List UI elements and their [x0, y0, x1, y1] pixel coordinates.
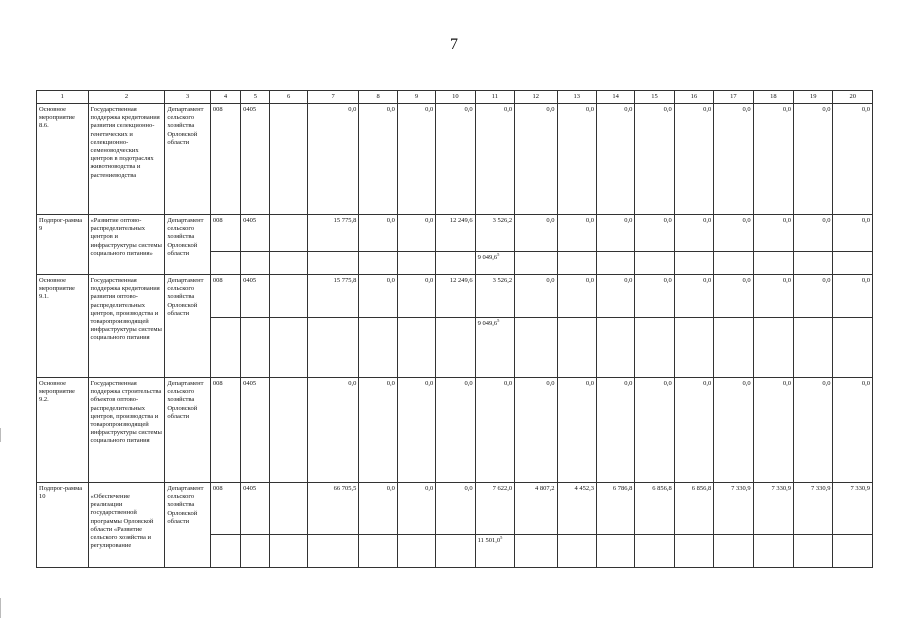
cell-section: 0405 [241, 483, 270, 535]
table-row [37, 215, 873, 252]
cell-value: 15 775,8 [307, 275, 359, 318]
cell-value: 0,0 [557, 104, 596, 215]
cell-code: 008 [210, 104, 240, 215]
cell-value: 0,0 [714, 378, 753, 483]
row-department: Департамент сельского хозяйства Орловской области [165, 483, 210, 568]
col-header: 19 [794, 91, 833, 104]
cell-empty [596, 318, 634, 378]
cell-value: 0,0 [635, 215, 674, 252]
margin-mark-bottom [0, 598, 1, 618]
cell-value: 12 249,6 [436, 215, 475, 252]
table-row [37, 483, 873, 535]
cell-empty [270, 483, 307, 535]
cell-value: 0,0 [635, 378, 674, 483]
cell-empty [714, 252, 753, 275]
row-label: Основное мероприятие 9.2. [37, 378, 89, 483]
cell-empty [753, 535, 793, 568]
cell-value: 0,0 [596, 215, 634, 252]
cell-value: 0,0 [753, 378, 793, 483]
cell-value: 0,0 [596, 275, 634, 318]
col-header: 17 [714, 91, 753, 104]
cell-empty [714, 535, 753, 568]
cell-value: 0,0 [359, 215, 397, 252]
cell-value: 0,0 [359, 104, 397, 215]
cell-value: 0,0 [515, 104, 557, 215]
col-header: 20 [833, 91, 873, 104]
cell-value: 7 330,9 [833, 483, 873, 535]
cell-empty [674, 252, 713, 275]
cell-value: 0,0 [436, 104, 475, 215]
table-row [37, 104, 873, 215]
cell-empty [359, 535, 397, 568]
subvalue-text: 9 049,6 [477, 320, 498, 327]
cell-value: 0,0 [397, 104, 435, 215]
row-department: Департамент сельского хозяйства Орловской области [165, 104, 210, 215]
cell-value: 3 526,2 [475, 215, 514, 252]
cell-empty [833, 252, 873, 275]
cell-section: 0405 [241, 378, 270, 483]
cell-code: 008 [210, 483, 240, 535]
cell-value: 0,0 [674, 275, 713, 318]
cell-value: 7 330,9 [714, 483, 753, 535]
cell-empty [833, 318, 873, 378]
cell-code: 008 [210, 378, 240, 483]
cell-value: 3 526,2 [475, 275, 514, 318]
col-header: 6 [270, 91, 307, 104]
row-label: Основное мероприятие 8.6. [37, 104, 89, 215]
cell-value: 0,0 [753, 104, 793, 215]
cell-empty [307, 318, 359, 378]
cell-value: 0,0 [515, 215, 557, 252]
cell-value: 0,0 [475, 104, 514, 215]
cell-value: 0,0 [635, 104, 674, 215]
cell-empty [674, 318, 713, 378]
cell-code: 008 [210, 275, 240, 318]
margin-mark-top [0, 428, 1, 442]
cell-empty [753, 318, 793, 378]
cell-section: 0405 [241, 275, 270, 318]
cell-empty [359, 318, 397, 378]
cell-value: 12 249,6 [436, 275, 475, 318]
footnote-mark: 5 [497, 317, 500, 323]
cell-empty [210, 252, 240, 275]
cell-subvalue [475, 318, 514, 378]
cell-value: 0,0 [515, 378, 557, 483]
cell-value: 0,0 [794, 275, 833, 318]
footnote-mark: 5 [497, 251, 500, 257]
cell-value: 66 705,5 [307, 483, 359, 535]
subvalue-text: 11 501,0 [477, 537, 501, 544]
cell-value: 0,0 [833, 275, 873, 318]
cell-empty [270, 252, 307, 275]
cell-value: 0,0 [753, 275, 793, 318]
subvalue-text: 9 049,6 [477, 254, 498, 261]
cell-empty [635, 535, 674, 568]
cell-empty [270, 535, 307, 568]
cell-value: 0,0 [596, 104, 634, 215]
col-header: 15 [635, 91, 674, 104]
cell-value: 0,0 [833, 104, 873, 215]
cell-empty [515, 535, 557, 568]
cell-value: 0,0 [359, 275, 397, 318]
cell-value: 6 856,8 [674, 483, 713, 535]
cell-empty [635, 252, 674, 275]
col-header: 16 [674, 91, 713, 104]
col-header: 9 [397, 91, 435, 104]
cell-code: 008 [210, 215, 240, 252]
row-label: Подпрог-рамма 9 [37, 215, 89, 275]
cell-subvalue [475, 535, 514, 568]
header-row [37, 91, 873, 104]
cell-empty [307, 535, 359, 568]
cell-value: 0,0 [674, 215, 713, 252]
cell-value: 0,0 [557, 215, 596, 252]
cell-value: 0,0 [674, 378, 713, 483]
cell-value: 7 330,9 [753, 483, 793, 535]
page-number: 7 [450, 36, 458, 53]
table-row [37, 378, 873, 483]
cell-value: 15 775,8 [307, 215, 359, 252]
cell-empty [270, 104, 307, 215]
cell-value: 0,0 [753, 215, 793, 252]
cell-empty [307, 252, 359, 275]
cell-value: 0,0 [833, 378, 873, 483]
cell-empty [833, 535, 873, 568]
cell-value: 6 856,8 [635, 483, 674, 535]
cell-value: 7 330,9 [794, 483, 833, 535]
row-description: Государственная поддержка кредитования развития оптово-распределительных центров, производства и товаропроизводящей инфраструктуры системы социального питания [88, 275, 165, 378]
cell-value: 0,0 [397, 378, 435, 483]
row-department: Департамент сельского хозяйства Орловской области [165, 378, 210, 483]
cell-value: 0,0 [359, 378, 397, 483]
cell-value: 0,0 [359, 483, 397, 535]
cell-empty [515, 252, 557, 275]
cell-empty [270, 378, 307, 483]
cell-value: 0,0 [714, 275, 753, 318]
cell-empty [596, 252, 634, 275]
row-description: Государственная поддержка строительства объектов оптово-распределительных центров, производства и товаропроизводящей инфраструктуры системы социального питания [88, 378, 165, 483]
col-header: 8 [359, 91, 397, 104]
row-label: Основное мероприятие 9.1. [37, 275, 89, 378]
table-row [37, 275, 873, 318]
cell-empty [270, 275, 307, 318]
cell-empty [794, 318, 833, 378]
row-department: Департамент сельского хозяйства Орловской области [165, 275, 210, 378]
cell-subvalue [475, 252, 514, 275]
cell-empty [241, 318, 270, 378]
cell-empty [436, 535, 475, 568]
cell-value: 0,0 [833, 215, 873, 252]
cell-value: 0,0 [794, 378, 833, 483]
cell-empty [515, 318, 557, 378]
cell-empty [397, 535, 435, 568]
cell-value: 0,0 [397, 275, 435, 318]
col-header: 3 [165, 91, 210, 104]
col-header: 7 [307, 91, 359, 104]
cell-value: 0,0 [714, 215, 753, 252]
cell-empty [270, 215, 307, 252]
row-description: «Развитие оптово-распределительных центров и инфраструктуры системы социального питания» [88, 215, 165, 275]
row-department: Департамент сельского хозяйства Орловской области [165, 215, 210, 275]
cell-section: 0405 [241, 104, 270, 215]
cell-empty [557, 318, 596, 378]
cell-value: 0,0 [515, 275, 557, 318]
cell-empty [753, 252, 793, 275]
cell-value: 0,0 [557, 378, 596, 483]
cell-value: 0,0 [557, 275, 596, 318]
cell-empty [241, 535, 270, 568]
cell-empty [714, 318, 753, 378]
cell-empty [241, 252, 270, 275]
cell-empty [596, 535, 634, 568]
cell-empty [270, 318, 307, 378]
col-header: 5 [241, 91, 270, 104]
cell-value: 0,0 [714, 104, 753, 215]
cell-empty [436, 318, 475, 378]
cell-empty [557, 535, 596, 568]
col-header: 14 [596, 91, 634, 104]
cell-value: 4 452,3 [557, 483, 596, 535]
cell-value: 0,0 [397, 215, 435, 252]
cell-empty [674, 535, 713, 568]
col-header: 12 [515, 91, 557, 104]
cell-value: 0,0 [674, 104, 713, 215]
cell-empty [436, 252, 475, 275]
cell-value: 7 622,0 [475, 483, 514, 535]
cell-empty [794, 535, 833, 568]
cell-empty [359, 252, 397, 275]
cell-empty [210, 318, 240, 378]
cell-value: 0,0 [307, 104, 359, 215]
cell-value: 0,0 [596, 378, 634, 483]
cell-value: 0,0 [436, 378, 475, 483]
row-label: Подпрог-рамма 10 [37, 483, 89, 568]
budget-table [36, 90, 873, 568]
cell-value: 0,0 [436, 483, 475, 535]
cell-value: 0,0 [794, 215, 833, 252]
row-description: Государственная поддержка кредитования развития селекционно-генетических и селекционно-семеноводческих центров в подотраслях животноводства и растениеводства [88, 104, 165, 215]
cell-empty [210, 535, 240, 568]
cell-empty [397, 252, 435, 275]
cell-empty [635, 318, 674, 378]
cell-value: 0,0 [475, 378, 514, 483]
col-header: 1 [37, 91, 89, 104]
row-description: «Обеспечение реализации государственной программы Орловской области «Развитие сельского хозяйства и регулирование [88, 483, 165, 568]
col-header: 4 [210, 91, 240, 104]
cell-value: 4 807,2 [515, 483, 557, 535]
cell-value: 0,0 [635, 275, 674, 318]
cell-value: 6 786,8 [596, 483, 634, 535]
col-header: 11 [475, 91, 514, 104]
cell-empty [794, 252, 833, 275]
col-header: 10 [436, 91, 475, 104]
footnote-mark: 5 [500, 534, 503, 540]
cell-value: 0,0 [397, 483, 435, 535]
cell-value: 0,0 [307, 378, 359, 483]
cell-section: 0405 [241, 215, 270, 252]
col-header: 2 [88, 91, 165, 104]
cell-empty [557, 252, 596, 275]
cell-empty [397, 318, 435, 378]
col-header: 13 [557, 91, 596, 104]
cell-value: 0,0 [794, 104, 833, 215]
col-header: 18 [753, 91, 793, 104]
